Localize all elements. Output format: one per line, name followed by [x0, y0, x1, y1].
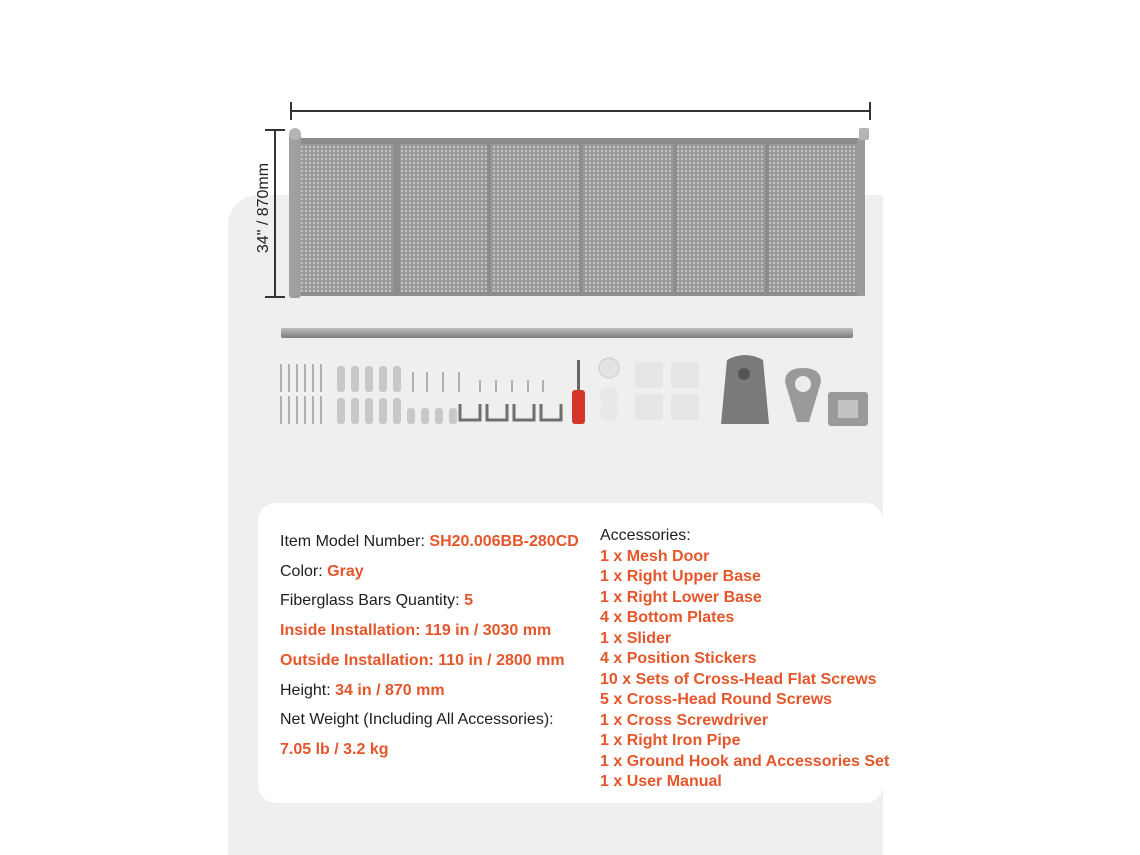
height-dimension-cap-top	[265, 129, 285, 131]
spec-height-label: Height:	[280, 681, 331, 699]
spec-inside	[280, 616, 579, 646]
hardware-parts-image	[275, 352, 875, 432]
spec-height	[280, 676, 579, 706]
accessory-item: 10 x Sets of Cross-Head Flat Screws	[600, 670, 877, 688]
accessory-item: 1 x Mesh Door	[600, 547, 710, 565]
spec-color-label: Color:	[280, 562, 323, 580]
accessory-item: 1 x Right Iron Pipe	[600, 732, 741, 749]
accessory-item: 4 x Bottom Plates	[600, 609, 735, 626]
accessory-item: 1 x User Manual	[600, 773, 722, 790]
width-dimension-cap-right	[869, 102, 871, 120]
mesh-gate-image	[285, 126, 877, 302]
iron-pipe-image	[281, 328, 853, 338]
height-dimension-cap-bottom	[265, 296, 285, 298]
spec-bars-label: Fiberglass Bars Quantity:	[280, 592, 460, 610]
spec-list	[280, 527, 579, 765]
height-dimension-line	[274, 130, 276, 298]
spec-model-label: Item Model Number:	[280, 533, 425, 550]
spec-height-value: 34 in / 870 mm	[335, 681, 445, 699]
width-dimension-line	[291, 110, 871, 112]
accessory-item: 1 x Ground Hook and Accessories Set	[600, 752, 890, 770]
spec-outside-value: 110 in / 2800 mm	[438, 651, 565, 669]
accessory-item: 4 x Position Stickers	[600, 650, 757, 667]
accessory-item: 1 x Slider	[600, 629, 672, 647]
spec-outside-label: Outside Installation:	[280, 651, 434, 669]
accessory-item: 5 x Cross-Head Round Screws	[600, 691, 833, 708]
accessories-title: Accessories:	[600, 527, 691, 544]
spec-color-value: Gray	[327, 562, 364, 580]
accessory-item: 1 x Cross Screwdriver	[600, 711, 769, 729]
spec-bars	[280, 586, 579, 616]
spec-inside-label: Inside Installation:	[280, 622, 421, 640]
width-dimension-cap-left	[290, 102, 292, 120]
spec-color	[280, 557, 579, 587]
spec-inside-value: 119 in / 3030 mm	[424, 622, 552, 640]
accessories-list	[600, 526, 889, 793]
accessory-item: 1 x Right Lower Base	[600, 588, 762, 606]
height-dimension-label: 34" / 870mm	[255, 162, 272, 254]
spec-model-value: SH20.006BB-280CD	[429, 533, 579, 550]
accessory-item: 1 x Right Upper Base	[600, 568, 761, 585]
spec-bars-value: 5	[464, 592, 473, 610]
spec-weight-label: Net Weight (Including All Accessories):	[280, 711, 554, 729]
spec-model	[280, 527, 579, 557]
spec-outside	[280, 646, 579, 676]
spec-weight-value: 7.05 lb / 3.2 kg	[280, 740, 389, 758]
